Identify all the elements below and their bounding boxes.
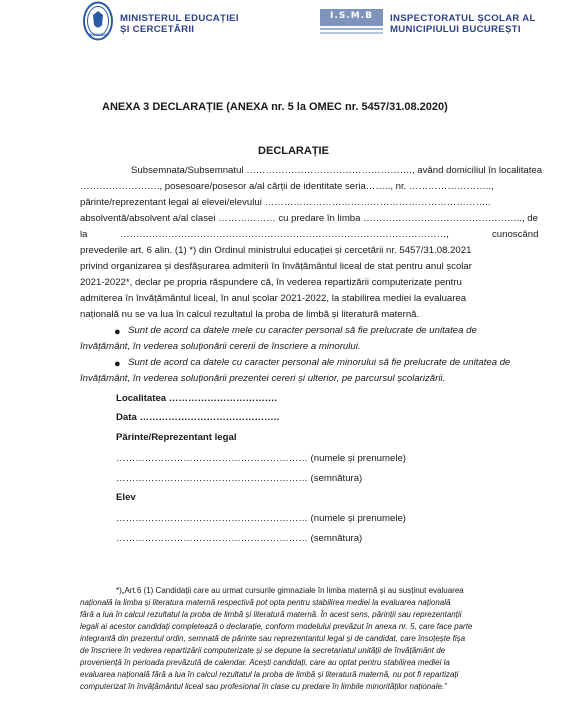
body-line-5b: …………………………………………………………………………………………,: [120, 229, 449, 240]
body-line-7: privind organizarea și desfășurarea admiterii în învățământul liceal de stat pentru anul școlar: [80, 261, 472, 272]
footnote-line-4: legali ai acestor candidați completează o declarație, conform modelului prevăzut în anexa nr. 5, care face parte: [80, 622, 473, 631]
inspectorate-line-2: MUNICIPIULUI BUCUREȘTI: [390, 24, 521, 35]
consent-1-line-2: învățământ, în vederea soluționării cererii de înscriere a minorului.: [80, 341, 361, 352]
footnote-line-2: națională la limba și literatura maternă respectivă pot opta pentru stabilirea mediei la evaluarea națională: [80, 598, 451, 607]
footnote-line-5: integrantă din prezentul ordin, semnată de părinte sau reprezentantul legal și de candidat, care însoțește fișa: [80, 634, 466, 643]
parent-name-field: …………………………………………………… (numele și prenumele): [116, 453, 406, 464]
footnote-line-3: fără a lua în calcul rezultatul la proba de limbă și literatură maternă. În acest sens, părinții sau reprezentanții: [80, 610, 462, 619]
footnote-line-6: de înscriere în vederea repartizării computerizate și se depune la secretariatul unității de învățământ de: [80, 646, 446, 655]
bullet-icon: ●: [114, 326, 121, 338]
parent-heading: Părinte/Reprezentant legal: [116, 432, 237, 443]
annex-title: ANEXA 3 DECLARAȚIE (ANEXA nr. 5 la OMEC nr. 5457/31.08.2020): [102, 101, 448, 113]
body-line-5a: la: [80, 229, 88, 240]
elev-signature-field: …………………………………………………… (semnătura): [116, 533, 363, 544]
body-line-3: părinte/reprezentant legal al elevei/elevului ……………………………………………………………..: [80, 197, 491, 208]
body-line-1: Subsemnata/Subsemnatul ……………………………………………., având domiciliul în localitatea: [131, 165, 543, 176]
ministry-line-2: ȘI CERCETĂRII: [120, 24, 195, 35]
body-line-2: ……………………., posesoare/posesor a/al cărții de identitate seria…….., nr. ……………………..,: [80, 181, 494, 192]
footnote-line-9: computerizat în învățământul liceal sau profesional în clase cu predare în limbile minorităților naționale.”: [80, 682, 447, 691]
body-line-6: prevederile art. 6 alin. (1) *) din Ordinul ministrului educației și cercetării nr. 5457/31.08.2021: [80, 245, 472, 256]
consent-1-line-1: Sunt de acord ca datele mele cu caracter personal să fie prelucrate de unitatea de: [128, 325, 477, 336]
footnote-line-1: *)„Art.6 (1) Candidații care au urmat cursurile gimnaziale în limba maternă și au susținut evaluarea: [116, 586, 464, 595]
seal-center-text: ROMANIA: [88, 33, 108, 37]
body-line-9: admiterea în învățământul liceal, în anul școlar 2021-2022, la stabilirea mediei la evaluarea: [80, 293, 467, 304]
inspectorate-name: [390, 13, 536, 35]
body-line-10: națională nu se va lua în calcul rezultatul la proba de limbă și literatură maternă.: [80, 309, 420, 320]
body-line-4: absolventă/absolvent a/al clasei ……………… cu predare în limba ………………………………………….., de: [80, 213, 538, 224]
ismb-logo: [320, 3, 383, 38]
elev-heading: Elev: [116, 492, 136, 503]
consent-2-line-1: Sunt de acord ca datele cu caracter personal ale minorului să fie prelucrate de unitatea de: [128, 357, 511, 368]
consent-2-line-2: învățământ, în vederea soluționării prezentei cereri și ulterior, pe parcursul școlarizării.: [80, 373, 446, 384]
bullet-icon: ●: [114, 358, 121, 370]
elev-name-field: …………………………………………………… (numele și prenumele): [116, 513, 406, 524]
parent-signature-field: …………………………………………………… (semnătura): [116, 473, 363, 484]
doc-title: DECLARAȚIE: [258, 145, 329, 157]
footnote-line-7: proveniență în perioada prevăzută de calendar. Acești candidați, care au optat pentru stabilirea mediei la: [80, 658, 450, 667]
footnote-line-8: evaluarea națională fără a lua în calcul rezultatul la proba de limbă și literatură maternă, nu pot fi repartizați: [80, 670, 459, 679]
ismb-stripes-icon: [320, 23, 383, 38]
ministry-seal-icon: [83, 1, 113, 41]
localitatea-field-text: Localitatea …………………………….: [116, 393, 277, 404]
ismb-logo-text: I.S.M.B: [320, 9, 383, 23]
ministry-name: [120, 13, 239, 35]
body-line-8: 2021-2022*, declar pe propria răspundere că, în vederea repartizării computerizate pentru: [80, 277, 462, 288]
body-line-5c: cunoscând: [492, 229, 539, 240]
localitatea-field: [116, 391, 277, 407]
inspectorate-line-1: INSPECTORATUL ȘCOLAR AL: [390, 13, 536, 24]
ministry-line-1: MINISTERUL EDUCAȚIEI: [120, 13, 239, 24]
data-field: Data ……………………………………..: [116, 412, 280, 423]
